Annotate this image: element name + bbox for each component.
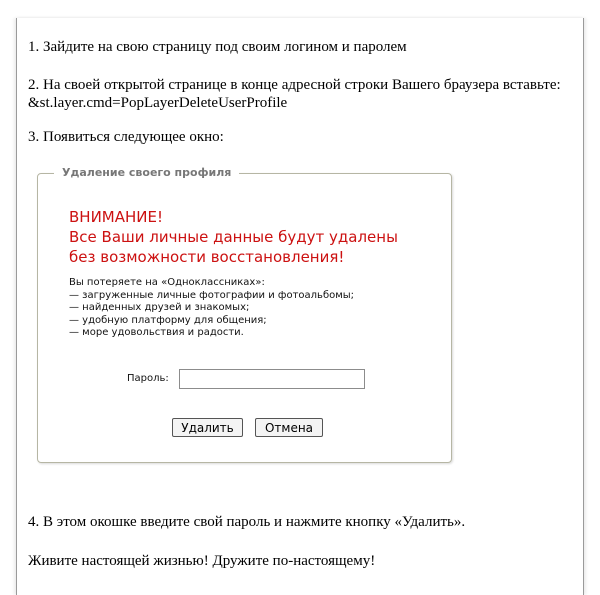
loss-item: — море удовольствия и радости.: [69, 327, 244, 338]
step-2-text: [28, 76, 561, 112]
password-input[interactable]: [179, 369, 365, 389]
step-2-line-2: &st.layer.cmd=PopLayerDeleteUserProfile: [28, 95, 288, 111]
delete-button[interactable]: Удалить: [172, 418, 243, 437]
warning-line-1: ВНИМАНИЕ!: [69, 208, 163, 226]
step-3-text: 3. Появиться следующее окно:: [28, 129, 224, 145]
warning-line-2: Все Ваши личные данные будут удалены: [69, 228, 398, 246]
loss-intro: Вы потеряете на «Одноклассниках»:: [69, 277, 265, 288]
warning-line-3: без возможности восстановления!: [69, 248, 345, 266]
warning-message: [69, 207, 398, 267]
step-2-line-1: 2. На своей открытой странице в конце адресной строки Вашего браузера вставьте:: [28, 77, 561, 93]
loss-item: — загруженные личные фотографии и фотоальбомы;: [69, 289, 355, 301]
password-label: Пароль:: [127, 373, 169, 384]
loss-list: [69, 277, 354, 340]
loss-item: — удобную платформу для общения;: [69, 314, 267, 326]
step-1-text: 1. Зайдите на свою страницу под своим логином и паролем: [28, 39, 407, 55]
closing-text: Живите настоящей жизнью! Дружите по-настоящему!: [28, 553, 376, 569]
dialog-title: Удаление своего профиля: [54, 165, 239, 181]
step-4-text: 4. В этом окошке введите свой пароль и нажмите кнопку «Удалить».: [28, 514, 466, 530]
cancel-button[interactable]: Отмена: [255, 418, 323, 437]
delete-profile-dialog: [37, 166, 452, 463]
loss-item: — найденных друзей и знакомых;: [69, 302, 250, 313]
